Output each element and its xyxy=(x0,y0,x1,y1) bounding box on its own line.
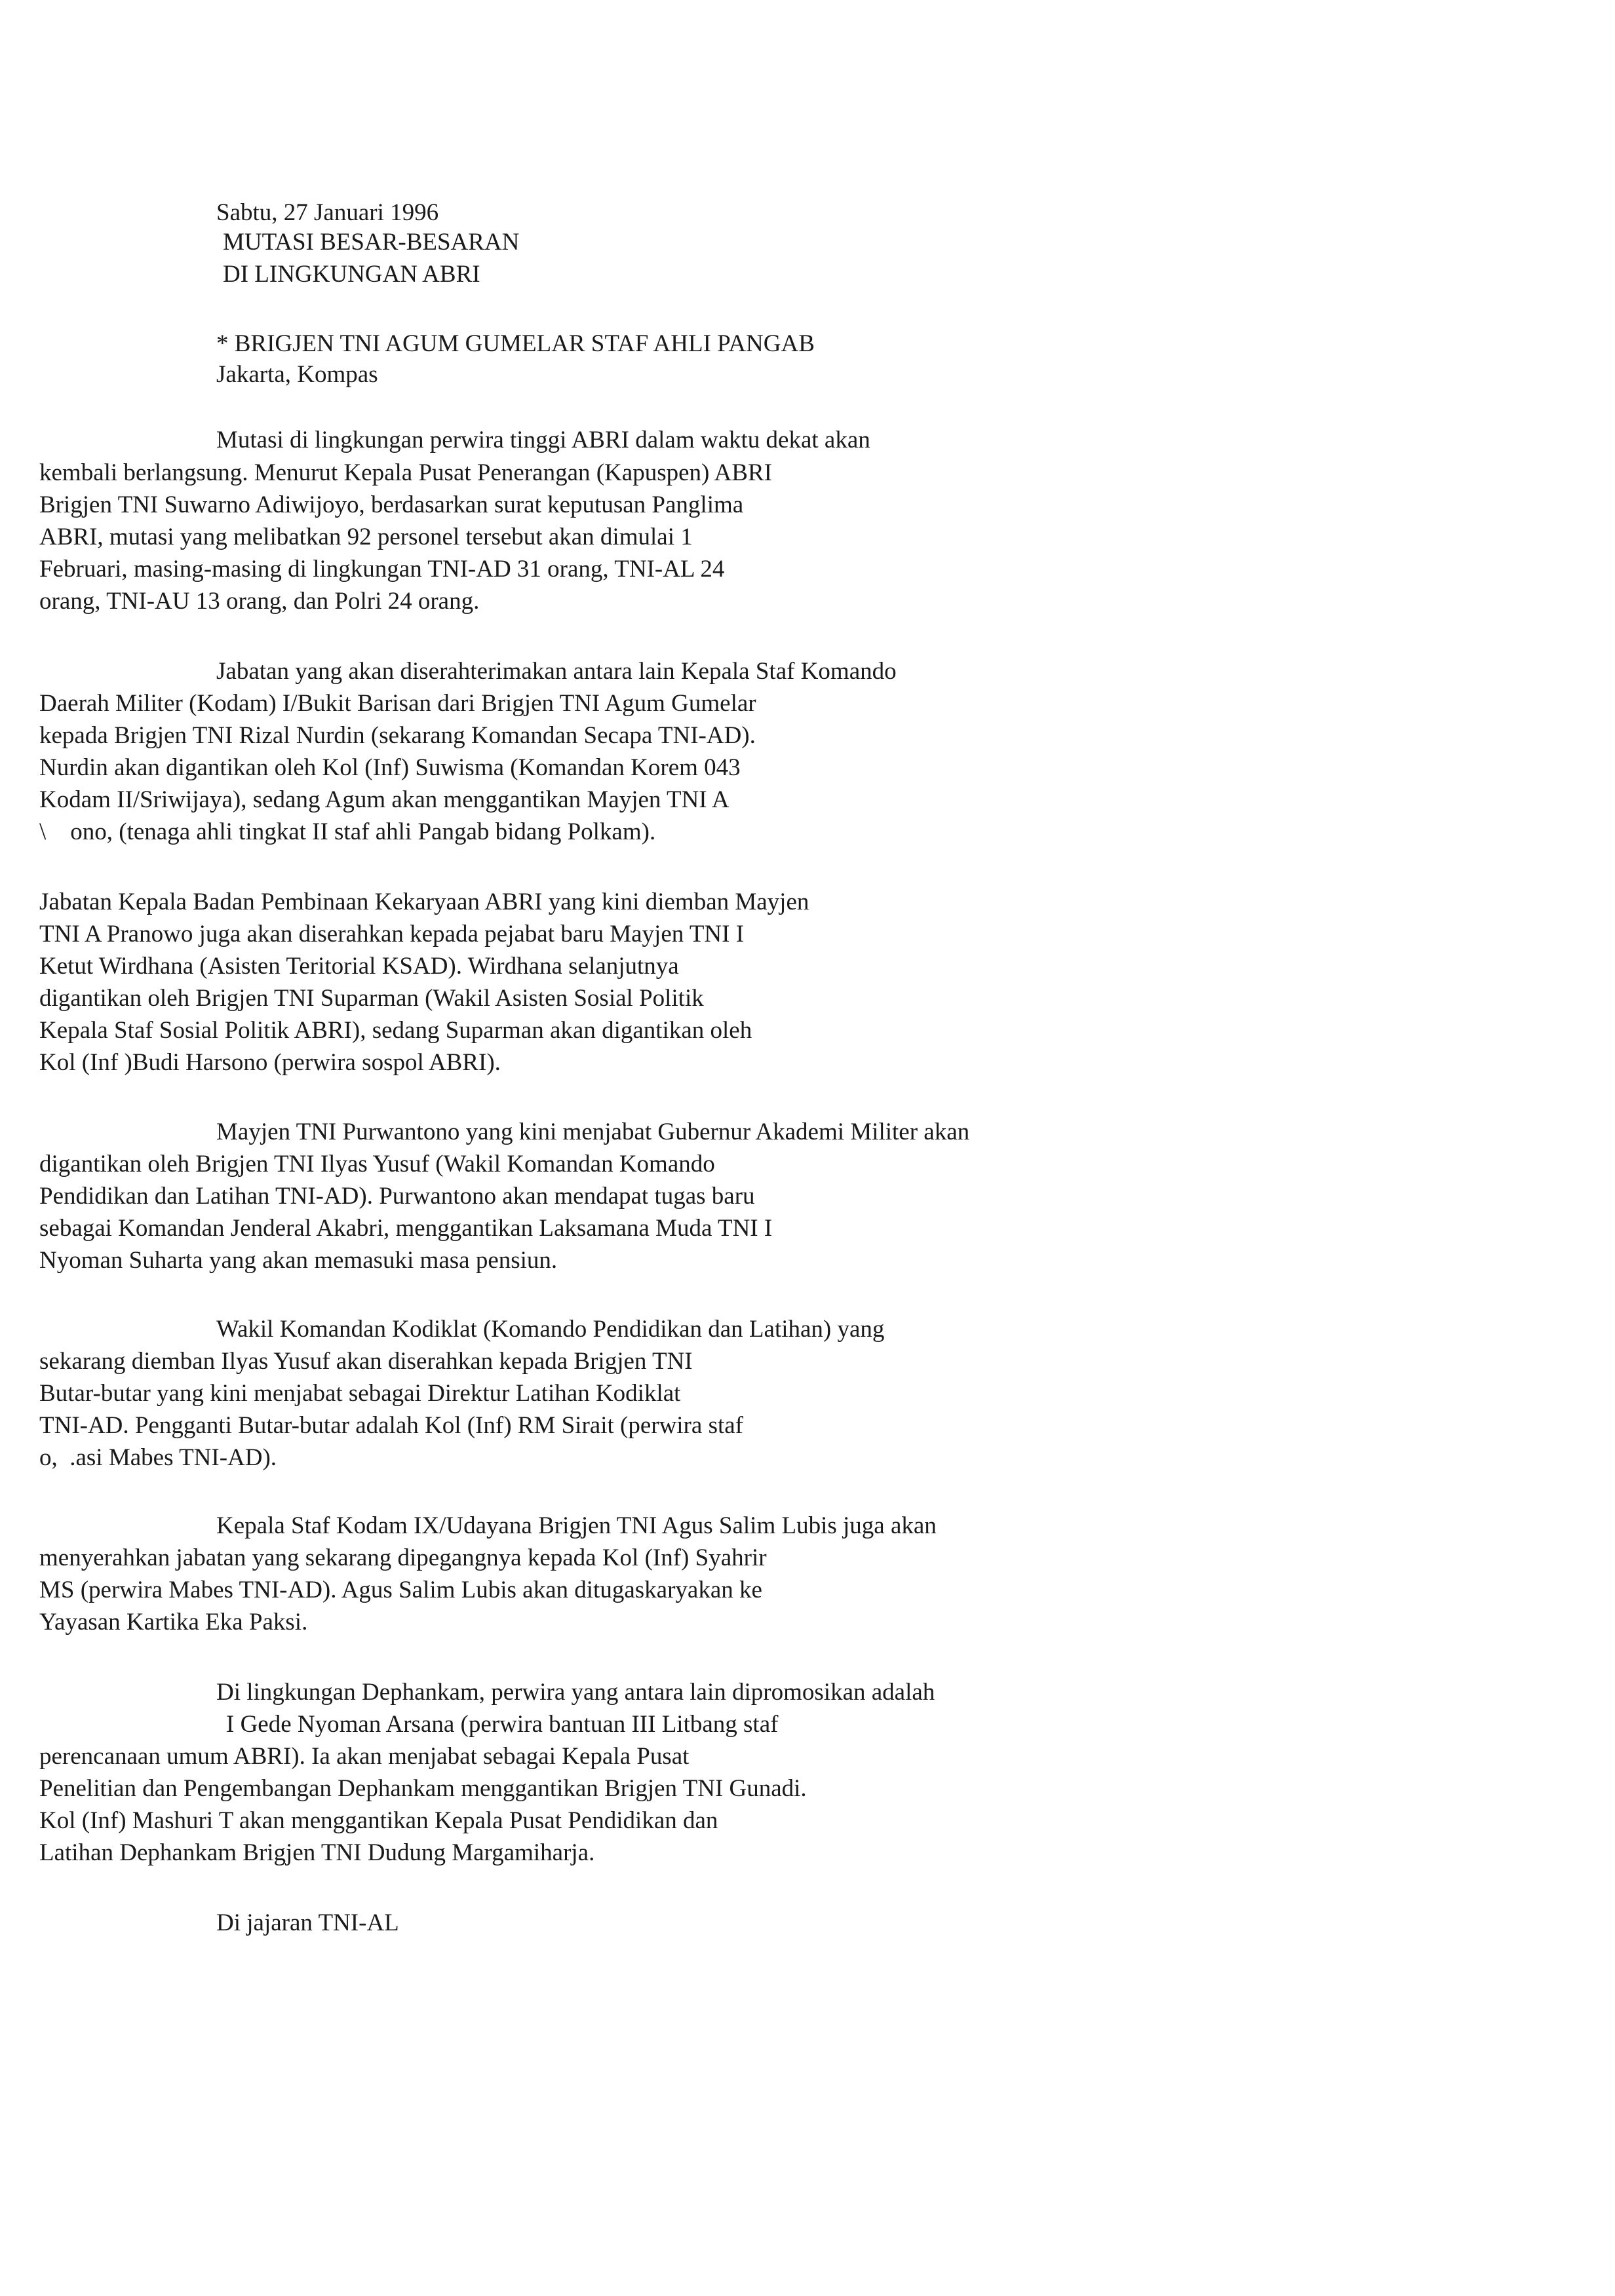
dateline: Jakarta, Kompas xyxy=(216,361,378,388)
paragraph-line: Latihan Dephankam Brigjen TNI Dudung Margamiharja. xyxy=(39,1839,595,1866)
paragraph-line: Ketut Wirdhana (Asisten Teritorial KSAD). Wirdhana selanjutnya xyxy=(39,953,679,980)
paragraph-line: perencanaan umum ABRI). Ia akan menjabat sebagai Kepala Pusat xyxy=(39,1743,690,1770)
paragraph-line: kepada Brigjen TNI Rizal Nurdin (sekarang Komandan Secapa TNI-AD). xyxy=(39,722,756,749)
paragraph-line: Februari, masing-masing di lingkungan TNI-AD 31 orang, TNI-AL 24 xyxy=(39,556,725,583)
paragraph-line: sebagai Komandan Jenderal Akabri, menggantikan Laksamana Muda TNI I xyxy=(39,1215,773,1242)
paragraph-line: MS (perwira Mabes TNI-AD). Agus Salim Lubis akan ditugaskaryakan ke xyxy=(39,1577,762,1603)
paragraph-line: Kepala Staf Sosial Politik ABRI), sedang Suparman akan digantikan oleh xyxy=(39,1017,752,1044)
paragraph-line: Yayasan Kartika Eka Paksi. xyxy=(39,1609,308,1636)
paragraph-line: Daerah Militer (Kodam) I/Bukit Barisan dari Brigjen TNI Agum Gumelar xyxy=(39,690,756,717)
paragraph-line: Mutasi di lingkungan perwira tinggi ABRI dalam waktu dekat akan xyxy=(216,427,870,453)
headline-line-1: MUTASI BESAR-BESARAN xyxy=(223,229,520,256)
paragraph-line: I Gede Nyoman Arsana (perwira bantuan III Litbang staf xyxy=(226,1711,779,1738)
paragraph-line: Wakil Komandan Kodiklat (Komando Pendidikan dan Latihan) yang xyxy=(216,1316,885,1343)
paragraph-line: TNI-AD. Pengganti Butar-butar adalah Kol (Inf) RM Sirait (perwira staf xyxy=(39,1412,743,1439)
paragraph-line: orang, TNI-AU 13 orang, dan Polri 24 orang. xyxy=(39,588,480,615)
headline-line-2: DI LINGKUNGAN ABRI xyxy=(223,261,480,288)
paragraph-line: Nurdin akan digantikan oleh Kol (Inf) Suwisma (Komandan Korem 043 xyxy=(39,754,741,781)
paragraph-line: Di lingkungan Dephankam, perwira yang antara lain dipromosikan adalah xyxy=(216,1679,935,1706)
paragraph-line: Butar-butar yang kini menjabat sebagai Direktur Latihan Kodiklat xyxy=(39,1380,681,1407)
paragraph-line: Mayjen TNI Purwantono yang kini menjabat Gubernur Akademi Militer akan xyxy=(216,1119,970,1145)
paragraph-line: \ ono, (tenaga ahli tingkat II staf ahli Pangab bidang Polkam). xyxy=(39,818,656,845)
paragraph-line: o, .asi Mabes TNI-AD). xyxy=(39,1444,277,1471)
subheadline: * BRIGJEN TNI AGUM GUMELAR STAF AHLI PANGAB xyxy=(216,330,815,357)
paragraph-line: Penelitian dan Pengembangan Dephankam menggantikan Brigjen TNI Gunadi. xyxy=(39,1775,807,1802)
paragraph-line: Jabatan Kepala Badan Pembinaan Kekaryaan ABRI yang kini diemban Mayjen xyxy=(39,889,809,915)
paragraph-line: Pendidikan dan Latihan TNI-AD). Purwantono akan mendapat tugas baru xyxy=(39,1183,755,1210)
paragraph-line: menyerahkan jabatan yang sekarang dipegangnya kepada Kol (Inf) Syahrir xyxy=(39,1544,767,1571)
paragraph-line: ABRI, mutasi yang melibatkan 92 personel tersebut akan dimulai 1 xyxy=(39,524,693,550)
paragraph-line: Di jajaran TNI-AL xyxy=(216,1909,399,1936)
paragraph-line: digantikan oleh Brigjen TNI Ilyas Yusuf (Wakil Komandan Komando xyxy=(39,1151,715,1177)
paragraph-line: Jabatan yang akan diserahterimakan antara lain Kepala Staf Komando xyxy=(216,658,897,685)
paragraph-line: Kepala Staf Kodam IX/Udayana Brigjen TNI Agus Salim Lubis juga akan xyxy=(216,1512,937,1539)
article-date: Sabtu, 27 Januari 1996 xyxy=(216,199,439,226)
paragraph-line: sekarang diemban Ilyas Yusuf akan diserahkan kepada Brigjen TNI xyxy=(39,1348,693,1375)
paragraph-line: Nyoman Suharta yang akan memasuki masa pensiun. xyxy=(39,1247,558,1274)
paragraph-line: Kol (Inf )Budi Harsono (perwira sospol ABRI). xyxy=(39,1049,501,1076)
paragraph-line: kembali berlangsung. Menurut Kepala Pusat Penerangan (Kapuspen) ABRI xyxy=(39,459,772,486)
paragraph-line: Kodam II/Sriwijaya), sedang Agum akan menggantikan Mayjen TNI A xyxy=(39,786,730,813)
paragraph-line: Kol (Inf) Mashuri T akan menggantikan Kepala Pusat Pendidikan dan xyxy=(39,1807,718,1834)
paragraph-line: Brigjen TNI Suwarno Adiwijoyo, berdasarkan surat keputusan Panglima xyxy=(39,491,744,518)
paragraph-line: digantikan oleh Brigjen TNI Suparman (Wakil Asisten Sosial Politik xyxy=(39,985,704,1012)
paragraph-line: TNI A Pranowo juga akan diserahkan kepada pejabat baru Mayjen TNI I xyxy=(39,921,745,947)
